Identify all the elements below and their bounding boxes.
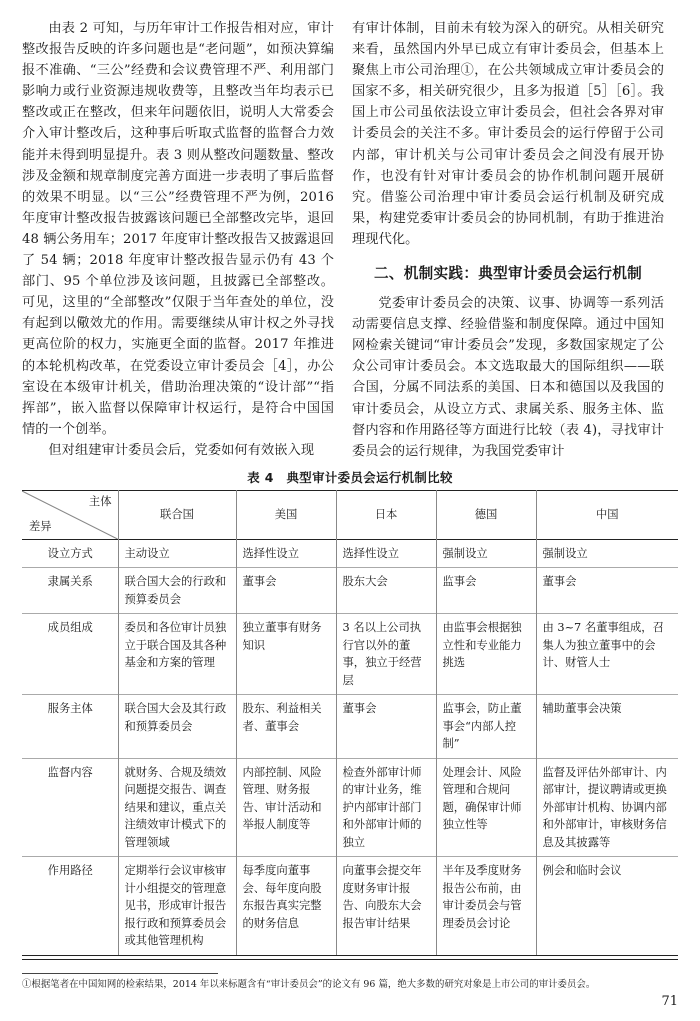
table-row bbox=[22, 539, 678, 568]
column-header-un: 联合国 bbox=[118, 490, 236, 539]
table-cell: 监事会 bbox=[436, 568, 536, 614]
comparison-table-block bbox=[22, 468, 678, 960]
table-cell: 主动设立 bbox=[118, 539, 236, 568]
table-cell: 辅助董事会决策 bbox=[536, 695, 678, 759]
left-paragraph-1: 由表 2 可知，与历年审计工作报告相对应，审计整改报告反映的许多问题也是“老问题”，如预决算编报不准确、“三公”经费和会议费管理不严、利用部门影响力或行业资源违规收费等，且整改当年均表示已整改或正在整改，但来年问题依旧，说明人大常委会介入审计整改后，这种事后听取式监督的监督合力效能并未得到明显提升。表 3 则从整改问题数量、整改涉及金额和规章制度完善方面进一步表明了事后监督的效果不明显。以“三公”经费管理不严为例，2016 年度审计整改报告披露该问题已全部整改完毕，退回 48 辆公务用车；2017 年度审计整改报告又披露退回了 54 辆；2018 年度审计整改报告显示仍有 43 个部门、95 个单位涉及该问题，且披露已全部整改。可见，这里的“全部整改”仅限于当年查处的单位，没有起到以儆效尤的作用。需要继续从审计权之外寻找更高位阶的权力，实施更全面的监督。2017 年推进的本轮机构改革，在党委设立审计委员会［4］，办公室设在本级审计机关，借助治理决策的“设计部”“指挥部”，嵌入监督以保障审计权运行，是符合中国国情的一个创举。 bbox=[22, 21, 334, 437]
right-text-column bbox=[352, 18, 664, 462]
table-cell: 董事会 bbox=[536, 568, 678, 614]
table-bottom-rule bbox=[22, 955, 678, 960]
table-row bbox=[22, 568, 678, 614]
row-label: 隶属关系 bbox=[47, 575, 93, 589]
table-row bbox=[22, 857, 678, 955]
footnote-text: ①根据笔者在中国知网的检索结果，2014 年以来标题含有“审计委员会”的论文有 96 篇，绝大多数的研究对象是上市公司的审计委员会。 bbox=[22, 979, 596, 990]
table-cell: 联合国大会及其行政和预算委员会 bbox=[118, 695, 236, 759]
column-header-japan: 日本 bbox=[336, 490, 436, 539]
audit-committee-comparison-table bbox=[22, 490, 678, 955]
table-cell: 检查外部审计师的审计业务，维护内部审计部门和外部审计师的独立 bbox=[336, 758, 436, 857]
table-cell: 监督及评估外部审计、内部审计，提议聘请或更换外部审计机构、协调内部和外部审计，审核财务信息及其披露等 bbox=[536, 758, 678, 857]
table-cell: 选择性设立 bbox=[236, 539, 336, 568]
table-cell: 董事会 bbox=[336, 695, 436, 759]
two-column-text-body bbox=[22, 18, 678, 462]
row-label: 监督内容 bbox=[47, 765, 93, 779]
table-cell: 股东、利益相关者、董事会 bbox=[236, 695, 336, 759]
footnote-separator-rule bbox=[22, 973, 218, 974]
table-caption: 表 4 典型审计委员会运行机制比较 bbox=[247, 469, 453, 485]
table-cell: 股东大会 bbox=[336, 568, 436, 614]
table-cell: 例会和临时会议 bbox=[536, 857, 678, 955]
row-label: 服务主体 bbox=[47, 702, 93, 716]
table-cell: 强制设立 bbox=[436, 539, 536, 568]
footnote-area bbox=[22, 973, 678, 1009]
table-cell: 就财务、合规及绩效问题提交报告、调查结果和建议，重点关注绩效审计模式下的管理领域 bbox=[118, 758, 236, 857]
table-row bbox=[22, 758, 678, 857]
table-cell: 内部控制、风险管理、财务报告、审计活动和举报人制度等 bbox=[236, 758, 336, 857]
table-cell: 选择性设立 bbox=[336, 539, 436, 568]
column-header-china: 中国 bbox=[536, 490, 678, 539]
section-heading-2: 二、机制实践：典型审计委员会运行机制 bbox=[373, 265, 643, 283]
row-label: 设立方式 bbox=[47, 546, 93, 560]
table-cell: 独立董事有财务知识 bbox=[236, 614, 336, 695]
table-corner-cell bbox=[22, 490, 118, 539]
table-cell: 每季度向董事会、每年度向股东报告真实完整的财务信息 bbox=[236, 857, 336, 955]
row-label: 成员组成 bbox=[47, 621, 93, 635]
table-cell: 3 名以上公司执行官以外的董事，独立于经营层 bbox=[336, 614, 436, 695]
left-paragraph-2: 但对组建审计委员会后，党委如何有效嵌入现 bbox=[48, 442, 315, 458]
column-header-germany: 德国 bbox=[436, 490, 536, 539]
corner-label-difference: 差异 bbox=[29, 520, 52, 534]
page-number: 71 bbox=[661, 994, 678, 1009]
row-label: 作用路径 bbox=[47, 864, 93, 878]
corner-label-subject: 主体 bbox=[88, 494, 112, 508]
table-cell: 处理会计、风险管理和合规问题，确保审计师独立性等 bbox=[436, 758, 536, 857]
table-cell: 委员和各位审计员独立于联合国及其各种基金和方案的管理 bbox=[118, 614, 236, 695]
right-paragraph-2: 党委审计委员会的决策、议事、协调等一系列活动需要信息支撑、经验借鉴和制度保障。通过中国知网检索关键词“审计委员会”发现，多数国家规定了公众公司审计委员会。本文选取最大的国际组织——联合国，分属不同法系的美国、日本和德国以及我国的审计委员会，从设立方式、隶属关系、服务主体、监督内容和作用路径等方面进行比较（表 4)，寻找审计委员会的运行规律，为我国党委审计 bbox=[352, 296, 664, 459]
left-text-column bbox=[22, 18, 334, 461]
table-body bbox=[22, 539, 678, 955]
table-cell: 由 3~7 名董事组成，召集人为独立董事中的会计、财管人士 bbox=[536, 614, 678, 695]
table-row bbox=[22, 614, 678, 695]
right-paragraph-1: 有审计体制，目前未有较为深入的研究。从相关研究来看，虽然国内外早已成立有审计委员会，但基本上聚焦上市公司治理①，在公共领域成立审计委员会的国家不多，相关研究很少，且多为报道［5］［6］。我国上市公司虽依法设立审计委员会，但社会各界对审计委员会的关注不多。审计委员会的运行停留于公司内部，审计机关与公司审计委员会之间没有展开协作，也没有针对审计委员会的协作机制问题开展研究。借鉴公司治理中审计委员会运行机制及研究成果，构建党委审计委员会的协同机制，有助于推进治理现代化。 bbox=[352, 21, 664, 247]
table-cell: 定期举行会议审核审计小组提交的管理意见书，形成审计报告报行政和预算委员会或其他管理机构 bbox=[118, 857, 236, 955]
table-cell: 联合国大会的行政和预算委员会 bbox=[118, 568, 236, 614]
column-header-usa: 美国 bbox=[236, 490, 336, 539]
table-row bbox=[22, 695, 678, 759]
table-cell: 强制设立 bbox=[536, 539, 678, 568]
table-cell: 监事会，防止董事会“内部人控制” bbox=[436, 695, 536, 759]
table-header-row bbox=[22, 490, 678, 539]
table-cell: 半年及季度财务报告公布前，由审计委员会与管理委员会讨论 bbox=[436, 857, 536, 955]
table-cell: 向董事会提交年度财务审计报告、向股东大会报告审计结果 bbox=[336, 857, 436, 955]
table-cell: 由监事会根据独立性和专业能力挑选 bbox=[436, 614, 536, 695]
table-cell: 董事会 bbox=[236, 568, 336, 614]
